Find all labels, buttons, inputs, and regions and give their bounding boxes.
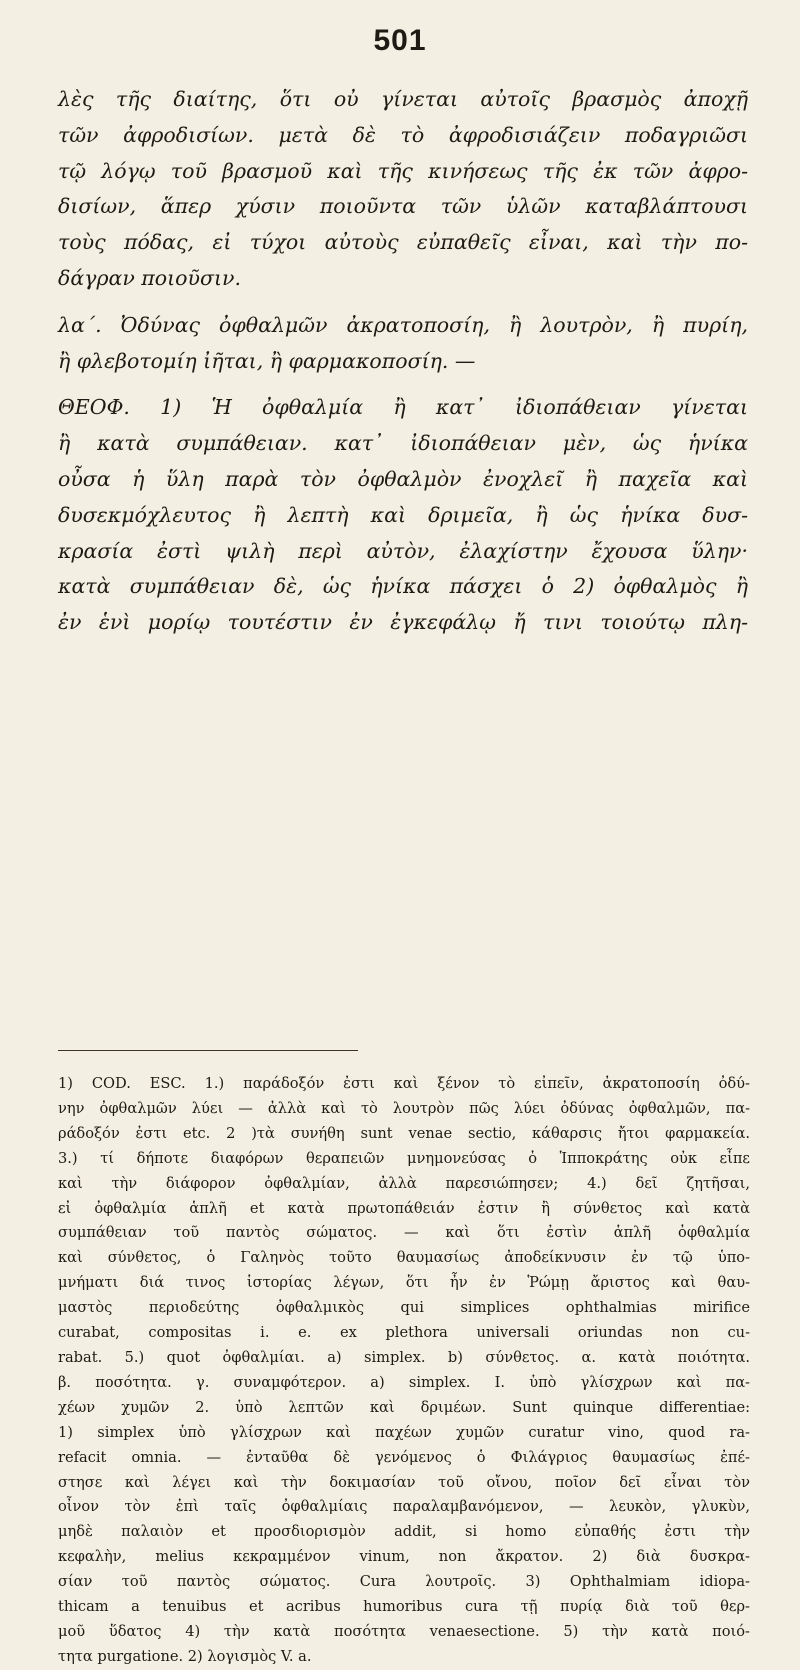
footnote-line: 1) COD. ESC. 1.) παράδοξόν ἐστι καὶ ξένον τὸ εἰπεῖν, ἀκρατοποσίη ὀδύ- bbox=[58, 1075, 750, 1092]
footnote-line: καὶ τὴν διάφορον ὀφθαλμίαν, ἀλλὰ παρεσιώπησεν; 4.) δεῖ ζητῆσαι, bbox=[58, 1174, 750, 1192]
footnote-line: κεφαλὴν, melius κεκραμμένον vinum, non ἄκρατον. 2) διὰ δυσκρα- bbox=[58, 1548, 750, 1566]
commentary-paragraph bbox=[58, 390, 748, 641]
footnote-separator bbox=[58, 1050, 358, 1051]
text-line: δάγραν ποιοῦσιν. bbox=[58, 265, 241, 290]
footnote-line: ράδοξόν ἐστι etc. 2 )τὰ συνήθη sunt venae sectio, κάθαρσις ἤτοι φαρμακεία. bbox=[58, 1124, 750, 1142]
main-paragraph-1 bbox=[58, 82, 748, 297]
footnote-line: νην ὀφθαλμῶν λύει — ἀλλὰ καὶ τὸ λουτρὸν πῶς λύει ὀδύνας ὀφθαλμῶν, πα- bbox=[58, 1099, 750, 1117]
text-line: λα΄. Ὀδύνας ὀφθαλμῶν ἀκρατοποσίη, ἢ λουτρὸν, ἢ πυρίη, bbox=[58, 312, 748, 337]
text-line: ΘΕΟΦ. 1) Ἡ ὀφθαλμία ἢ κατ᾽ ἰδιοπάθειαν γίνεται bbox=[58, 395, 748, 420]
main-text bbox=[58, 82, 748, 641]
text-line: λὲς τῆς διαίτης, ὅτι οὐ γίνεται αὐτοῖς βρασμὸς ἀποχῇ bbox=[58, 87, 748, 111]
text-line: δισίων, ἅπερ χύσιν ποιοῦντα τῶν ὑλῶν καταβλάπτουσι bbox=[58, 194, 748, 219]
text-line: ἢ κατὰ συμπάθειαν. κατ᾽ ἰδιοπάθειαν μὲν, ὡς ἡνίκα bbox=[58, 431, 748, 456]
text-line: κατὰ συμπάθειαν δὲ, ὡς ἡνίκα πάσχει ὁ 2) ὀφθαλμὸς ἢ bbox=[58, 574, 748, 599]
footnote-line: β. ποσότητα. γ. συναμφότερον. a) simplex. I. ὑπὸ γλίσχρων καὶ πα- bbox=[58, 1373, 750, 1391]
footnote-line: μαστὸς περιοδεύτης ὀφθαλμικὸς qui simplices ophthalmias mirifice bbox=[58, 1299, 750, 1317]
text-line: τῶν ἀφροδισίων. μετὰ δὲ τὸ ἀφροδισιάζειν ποδαγριῶσι bbox=[58, 122, 748, 147]
footnote-line: refacit omnia. — ἐνταῦθα δὲ γενόμενος ὁ Φιλάγριος θαυμασίως ἐπέ- bbox=[58, 1448, 750, 1466]
footnote-line: μηδὲ παλαιὸν et προσδιορισμὸν addit, si homo εὐπαθής ἐστι τὴν bbox=[58, 1523, 750, 1541]
text-line: κρασία ἐστὶ ψιλὴ περὶ αὐτὸν, ἐλαχίστην ἔχουσα ὕλην· bbox=[58, 538, 748, 563]
footnote-line: τητα purgatione. 2) λογισμὸς V. a. bbox=[58, 1647, 312, 1665]
footnote-line: 3.) τί δήποτε διαφόρων θεραπειῶν μνημονεύσας ὁ Ἱπποκράτης οὐκ εἶπε bbox=[58, 1149, 750, 1167]
footnote-line: σίαν τοῦ παντὸς σώματος. Cura λουτροῖς. 3) Ophthalmiam idiopa- bbox=[58, 1573, 750, 1591]
footnote-line: χέων χυμῶν 2. ὑπὸ λεπτῶν καὶ δριμέων. Sunt quinque differentiae: bbox=[58, 1398, 750, 1416]
text-line: τοὺς πόδας, εἰ τύχοι αὐτοὺς εὐπαθεῖς εἶναι, καὶ τὴν πο- bbox=[58, 230, 748, 255]
text-line: οὖσα ἡ ὕλη παρὰ τὸν ὀφθαλμὸν ἐνοχλεῖ ἢ παχεῖα καὶ bbox=[58, 466, 748, 491]
footnote-line: 1) simplex ὑπὸ γλίσχρων καὶ παχέων χυμῶν curatur vino, quod ra- bbox=[58, 1423, 750, 1441]
footnote-line: εἰ ὀφθαλμία ἁπλῆ et κατὰ πρωτοπάθειάν ἐστιν ἢ σύνθετος καὶ κατὰ bbox=[58, 1199, 750, 1217]
aphorism-paragraph bbox=[58, 308, 748, 380]
footnote-line: curabat, compositas i. e. ex plethora universali oriundas non cu- bbox=[58, 1324, 750, 1342]
footnote-line: μνήματι διά τινος ἱστορίας λέγων, ὅτι ἦν ἐν Ῥώμῃ ἄριστος καὶ θαυ- bbox=[58, 1274, 750, 1292]
page-number: 501 bbox=[373, 24, 427, 57]
footnote-line: thicam a tenuibus et acribus humoribus cura τῇ πυρίᾳ διὰ τοῦ θερ- bbox=[58, 1598, 750, 1616]
text-line: ἢ φλεβοτομίη ἰῆται, ἢ φαρμακοποσίη. — bbox=[58, 348, 476, 373]
footnotes bbox=[58, 1072, 750, 1670]
text-line: δυσεκμόχλευτος ἢ λεπτὴ καὶ δριμεῖα, ἢ ὡς ἡνίκα δυσ- bbox=[58, 502, 748, 527]
footnote-line: rabat. 5.) quot ὀφθαλμίαι. a) simplex. b) σύνθετος. α. κατὰ ποιότητα. bbox=[58, 1348, 750, 1366]
text-line: ἐν ἑνὶ μορίῳ τουτέστιν ἐν ἐγκεφάλῳ ἤ τινι τοιούτῳ πλη- bbox=[58, 610, 748, 635]
footnote-line: στησε καὶ λέγει καὶ τὴν δοκιμασίαν τοῦ οἴνου, ποῖον δεῖ εἶναι τὸν bbox=[58, 1473, 750, 1491]
footnote-line: οἶνον τὸν ἐπὶ ταῖς ὀφθαλμίαις παραλαμβανόμενον, — λευκὸν, γλυκὺν, bbox=[58, 1498, 750, 1516]
footnote-line: συμπάθειαν τοῦ παντὸς σώματος. — καὶ ὅτι ἐστὶν ἁπλῆ ὀφθαλμία bbox=[58, 1224, 750, 1242]
footnote-line: καὶ σύνθετος, ὁ Γαληνὸς τοῦτο θαυμασίως ἀποδείκνυσιν ἐν τῷ ὑπο- bbox=[58, 1249, 750, 1267]
text-line: τῷ λόγῳ τοῦ βρασμοῦ καὶ τῆς κινήσεως τῆς ἐκ τῶν ἀφρο- bbox=[58, 158, 748, 183]
footnote-line: μοῦ ὕδατος 4) τὴν κατὰ ποσότητα venaesectione. 5) τὴν κατὰ ποιό- bbox=[58, 1622, 750, 1640]
